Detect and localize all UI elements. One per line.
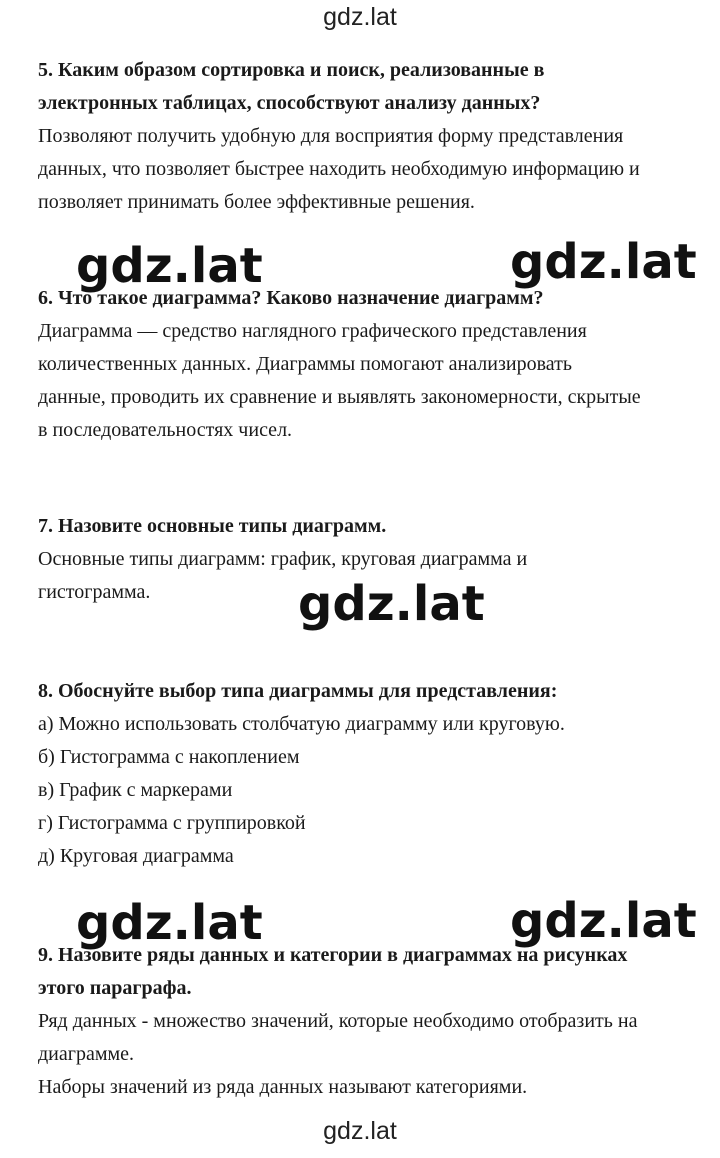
- question-8-line-1: 8. Обоснуйте выбор типа диаграммы для представления:: [38, 680, 558, 702]
- question-7-line-1: 7. Назовите основные типы диаграмм.: [38, 515, 387, 537]
- question-6-line-1: 6. Что такое диаграмма? Каково назначение диаграмм?: [38, 287, 544, 309]
- answer-6-line-2: количественных данных. Диаграммы помогают анализировать: [38, 353, 572, 375]
- watermark-upper-right: gdz.lat: [510, 234, 697, 290]
- footer-watermark: gdz.lat: [323, 1117, 397, 1145]
- watermark-lower-right: gdz.lat: [510, 893, 697, 949]
- answer-7-line-2: гистограмма.: [38, 581, 151, 603]
- answer-8-line-3: в) График с маркерами: [38, 779, 233, 801]
- answer-6-line-4: в последовательностях чисел.: [38, 419, 293, 441]
- answer-6-line-3: данные, проводить их сравнение и выявлять закономерности, скрытые: [38, 386, 641, 408]
- answer-5-line-3: позволяет принимать более эффективные решения.: [38, 191, 475, 213]
- watermark-lower-left: gdz.lat: [76, 895, 263, 951]
- question-5-line-1: 5. Каким образом сортировка и поиск, реализованные в: [38, 59, 545, 81]
- answer-9-line-1: Ряд данных - множество значений, которые необходимо отобразить на: [38, 1010, 638, 1032]
- answer-5-line-1: Позволяют получить удобную для восприятия форму представления: [38, 125, 624, 147]
- answer-7-line-1: Основные типы диаграмм: график, круговая диаграмма и: [38, 548, 528, 570]
- watermark-center: gdz.lat: [298, 576, 485, 632]
- answer-9-line-3: Наборы значений из ряда данных называют категориями.: [38, 1076, 528, 1098]
- answer-5-line-2: данных, что позволяет быстрее находить необходимую информацию и: [38, 158, 640, 180]
- answer-8-line-4: г) Гистограмма с группировкой: [38, 812, 306, 834]
- answer-8-line-2: б) Гистограмма с накоплением: [38, 746, 300, 768]
- answer-6-line-1: Диаграмма — средство наглядного графического представления: [38, 320, 587, 342]
- question-5-line-2: электронных таблицах, способствуют анализу данных?: [38, 92, 541, 114]
- answer-8-line-1: а) Можно использовать столбчатую диаграмму или круговую.: [38, 713, 565, 735]
- answer-9-line-2: диаграмме.: [38, 1043, 135, 1065]
- question-9-line-1: 9. Назовите ряды данных и категории в диаграммах на рисунках: [38, 944, 628, 966]
- header-watermark: gdz.lat: [323, 3, 397, 31]
- watermark-upper-left: gdz.lat: [76, 238, 263, 294]
- answer-8-line-5: д) Круговая диаграмма: [38, 845, 234, 867]
- question-9-line-2: этого параграфа.: [38, 977, 192, 999]
